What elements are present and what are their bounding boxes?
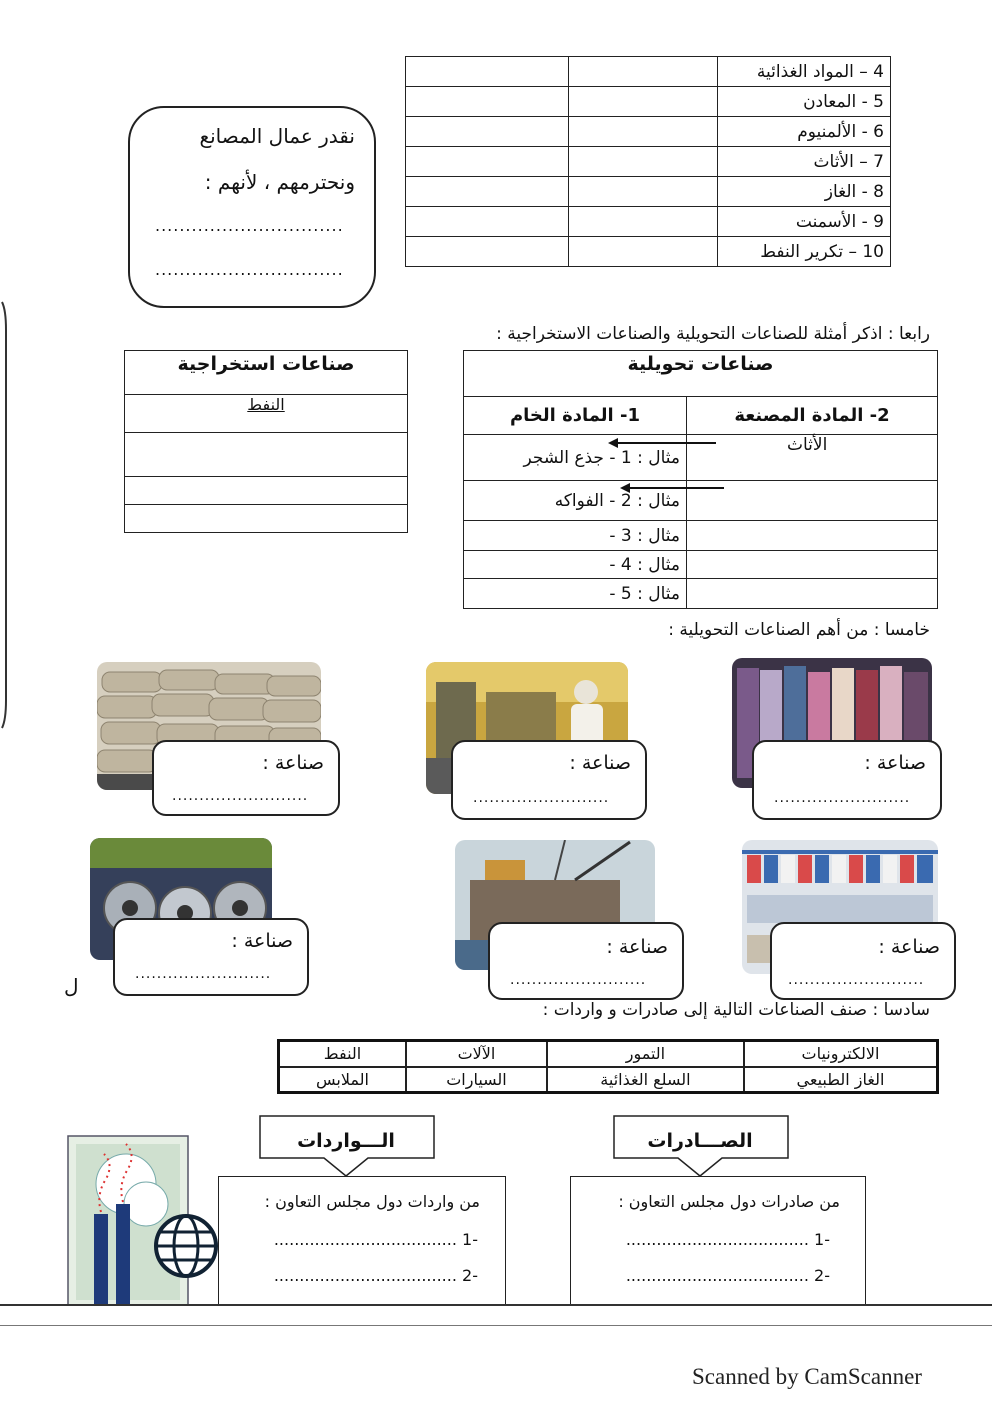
industry-dots: ......................... <box>172 788 309 804</box>
classify-item: الآلات <box>406 1041 547 1067</box>
answer-cell[interactable] <box>569 57 718 87</box>
answer-cell[interactable] <box>406 147 569 177</box>
answer-cell[interactable] <box>569 147 718 177</box>
table-row <box>406 237 891 267</box>
table-row <box>464 579 938 609</box>
industry-cell: 9 - الأسمنت <box>718 207 891 237</box>
classify-item: السلع الغذائية <box>547 1067 744 1093</box>
col-made-header: 2- المادة المصنعة <box>687 397 938 435</box>
table-row <box>406 177 891 207</box>
arrow-icon <box>606 436 718 450</box>
answer-cell[interactable] <box>569 177 718 207</box>
answer-cell[interactable] <box>569 237 718 267</box>
industry-label: صناعة : <box>878 936 940 958</box>
industry-cell: 6 - الألمنيوم <box>718 117 891 147</box>
classify-item: الغاز الطبيعي <box>744 1067 938 1093</box>
raw-material-cell: مثال : 4 - <box>464 551 687 579</box>
table-row <box>406 207 891 237</box>
col-raw-header: 1- المادة الخام <box>464 397 687 435</box>
imports-lead: من واردات دول مجلس التعاون : <box>264 1192 480 1211</box>
made-material-cell[interactable] <box>687 551 938 579</box>
industry-label-box[interactable] <box>752 740 942 820</box>
divider <box>0 1325 992 1326</box>
answer-cell[interactable] <box>406 237 569 267</box>
classify-item: التمور <box>547 1041 744 1067</box>
answer-cell[interactable] <box>406 207 569 237</box>
exports-line2[interactable]: -2 .................................... <box>625 1266 830 1285</box>
industry-dots: ......................... <box>135 966 272 982</box>
respect-line1: نقدر عمال المصانع <box>199 124 355 148</box>
table-row <box>464 521 938 551</box>
industry-dots: ......................... <box>774 790 911 806</box>
exports-lead: من صادرات دول مجلس التعاون : <box>618 1192 840 1211</box>
classify-item: الالكترونيات <box>744 1041 938 1067</box>
industry-dots: ......................... <box>510 972 647 988</box>
extractive-cell[interactable] <box>125 505 408 533</box>
divider <box>0 1304 992 1306</box>
stray-letter: ل <box>64 974 79 998</box>
table-row <box>406 57 891 87</box>
extractive-first: النفط <box>247 395 285 414</box>
answer-cell[interactable] <box>569 87 718 117</box>
industry-cell: 7 – الأثاث <box>718 147 891 177</box>
classify-item: الملابس <box>279 1067 407 1093</box>
raw-material-cell: مثال : 1 - جذع الشجر <box>464 435 687 481</box>
industry-cell: 4 – المواد الغذائية <box>718 57 891 87</box>
respect-line2: ونحترمهم ، لأنهم : <box>204 170 355 194</box>
raw-material-cell: مثال : 5 - <box>464 579 687 609</box>
industry-label: صناعة : <box>231 930 293 952</box>
raw-material-cell: مثال : 3 - <box>464 521 687 551</box>
industry-label: صناعة : <box>262 752 324 774</box>
industry-label: صناعة : <box>606 936 668 958</box>
extractive-cell[interactable] <box>125 433 408 477</box>
classify-item: السيارات <box>406 1067 547 1093</box>
answer-cell[interactable] <box>406 177 569 207</box>
industry-dots: ......................... <box>473 790 610 806</box>
arrow-icon <box>618 481 726 495</box>
exports-title: الصـــادرات <box>647 1130 753 1152</box>
industry-label-box[interactable] <box>770 922 956 1000</box>
extractive-table <box>124 350 408 533</box>
table-row <box>406 117 891 147</box>
answer-cell[interactable] <box>406 117 569 147</box>
industry-label-box[interactable] <box>451 740 647 820</box>
table-row <box>464 551 938 579</box>
scanner-footer: Scanned by CamScanner <box>692 1364 922 1389</box>
industry-label-box[interactable] <box>488 922 684 1000</box>
answer-cell[interactable] <box>406 57 569 87</box>
table-row <box>406 147 891 177</box>
section6-title: سادسا : صنف الصناعات التالية إلى صادرات و واردات : <box>542 1000 930 1020</box>
section4-title: رابعا : اذكر أمثلة للصناعات التحويلية والصناعات الاستخراجية : <box>496 324 930 344</box>
industry-label-box[interactable] <box>152 740 340 816</box>
industries-table <box>405 56 891 267</box>
industry-dots: ......................... <box>788 972 925 988</box>
answer-cell[interactable] <box>569 117 718 147</box>
imports-title: الـــواردات <box>297 1130 395 1152</box>
section5-title: خامسا : من أهم الصناعات التحويلية : <box>668 620 930 640</box>
made-material-cell[interactable] <box>687 579 938 609</box>
table-row <box>406 87 891 117</box>
respect-dots2[interactable]: ............................... <box>155 260 344 279</box>
respect-dots1[interactable]: ............................... <box>155 216 344 235</box>
made-material-cell[interactable] <box>687 521 938 551</box>
industry-label: صناعة : <box>569 752 631 774</box>
industry-cell: 5 - المعادن <box>718 87 891 117</box>
conversion-header: صناعات تحويلية <box>464 351 938 397</box>
made-material-cell[interactable]: الأثاث <box>687 435 938 481</box>
factory-globe-illustration <box>66 1134 218 1306</box>
answer-cell[interactable] <box>406 87 569 117</box>
industry-label: صناعة : <box>864 752 926 774</box>
imports-line1[interactable]: -1 .................................... <box>273 1230 478 1249</box>
industry-cell: 10 – تكرير النفط <box>718 237 891 267</box>
industry-label-box[interactable] <box>113 918 309 996</box>
classify-item: النفط <box>279 1041 407 1067</box>
extractive-header: صناعات استخراجية <box>125 351 408 395</box>
classify-items-table <box>277 1039 939 1094</box>
answer-cell[interactable] <box>569 207 718 237</box>
page-edge-mark <box>0 300 10 730</box>
extractive-cell[interactable] <box>125 477 408 505</box>
conversion-table <box>463 350 938 609</box>
imports-line2[interactable]: -2 .................................... <box>273 1266 478 1285</box>
exports-line1[interactable]: -1 .................................... <box>625 1230 830 1249</box>
industry-cell: 8 - الغاز <box>718 177 891 207</box>
raw-material-cell: مثال : 2 - الفواكه <box>464 481 687 521</box>
